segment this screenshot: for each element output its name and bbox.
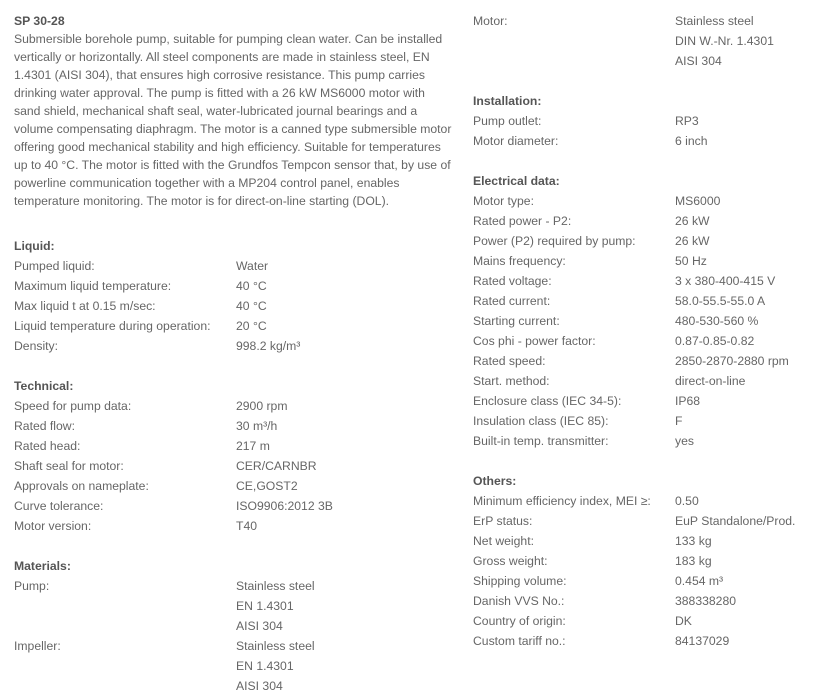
spec-label: Rated power - P2: [473, 214, 572, 228]
spec-label: Enclosure class (IEC 34-5): [473, 394, 622, 408]
spec-label: Shaft seal for motor: [14, 459, 124, 473]
section-heading-liquid: Liquid: [14, 239, 55, 253]
spec-label: Cos phi - power factor: [473, 334, 596, 348]
spec-value: DK [675, 614, 692, 628]
spec-label: Rated flow: [14, 419, 75, 433]
spec-label: Country of origin: [473, 614, 566, 628]
spec-label: Rated speed: [473, 354, 546, 368]
spec-value: DIN W.-Nr. 1.4301 [675, 34, 774, 48]
spec-value: EuP Standalone/Prod. [675, 514, 796, 528]
spec-value: 30 m³/h [236, 419, 278, 433]
spec-value: 50 Hz [675, 254, 707, 268]
spec-value: 0.87-0.85-0.82 [675, 334, 755, 348]
spec-value: 0.50 [675, 494, 699, 508]
spec-value: AISI 304 [236, 619, 283, 633]
spec-label: Starting current: [473, 314, 560, 328]
spec-value: 26 kW [675, 214, 710, 228]
spec-label: Rated current: [473, 294, 551, 308]
spec-label: Approvals on nameplate: [14, 479, 149, 493]
spec-label: Motor diameter: [473, 134, 559, 148]
spec-value: F [675, 414, 683, 428]
spec-value: Stainless steel [675, 14, 754, 28]
spec-value: 2850-2870-2880 rpm [675, 354, 789, 368]
spec-value: Stainless steel [236, 639, 315, 653]
spec-value: direct-on-line [675, 374, 746, 388]
spec-value: Water [236, 259, 269, 273]
spec-value: 998.2 kg/m³ [236, 339, 301, 353]
spec-label: Built-in temp. transmitter: [473, 434, 609, 448]
spec-value: 217 m [236, 439, 270, 453]
spec-value: 183 kg [675, 554, 712, 568]
spec-label: Minimum efficiency index, MEI ≥: [473, 494, 651, 508]
spec-label: Motor: [473, 14, 508, 28]
spec-label: Impeller: [14, 639, 61, 653]
spec-label: Speed for pump data: [14, 399, 132, 413]
spec-label: Danish VVS No.: [473, 594, 565, 608]
spec-label: Custom tariff no.: [473, 634, 566, 648]
spec-value: 2900 rpm [236, 399, 288, 413]
spec-value: 40 °C [236, 299, 267, 313]
product-description: Submersible borehole pump, suitable for pumping clean water. Can be installed vertically or horizontally. All steel components are made in stainless steel, EN 1.4301 (AISI 304), that ensures high corrosive resistance. This pump carries drinking water approval. The pump is fitted with a 26 kW MS6000 motor with sand shield, mechanical shaft seal, water-lubricated journal bearings and a volume compensating diaphragm. The motor is a canned type submersible motor offering good mechanical stability and high efficiency. Suitable for temperatures up to 40 °C. The motor is fitted with the Grundfos Tempcon sensor that, by use of powerline communication together with a MP204 control panel, enables temperature monitoring. The motor is for direct-on-line starting (DOL). [14, 32, 452, 208]
spec-value: 58.0-55.5-55.0 A [675, 294, 766, 308]
spec-value: yes [675, 434, 694, 448]
spec-label: Power (P2) required by pump: [473, 234, 636, 248]
spec-label: Shipping volume: [473, 574, 567, 588]
spec-value: RP3 [675, 114, 699, 128]
spec-label: Start. method: [473, 374, 550, 388]
spec-label: Gross weight: [473, 554, 548, 568]
spec-value: 26 kW [675, 234, 710, 248]
spec-label: Pumped liquid: [14, 259, 95, 273]
spec-label: Maximum liquid temperature: [14, 279, 172, 293]
spec-value: IP68 [675, 394, 701, 408]
spec-label: Liquid temperature during operation: [14, 319, 211, 333]
spec-value: Stainless steel [236, 579, 315, 593]
spec-value: CER/CARNBR [236, 459, 317, 473]
spec-label: Curve tolerance: [14, 499, 104, 513]
spec-label: Mains frequency: [473, 254, 566, 268]
spec-value: 3 x 380-400-415 V [675, 274, 776, 288]
spec-label: Pump: [14, 579, 50, 593]
spec-label: Density: [14, 339, 59, 353]
section-heading-electrical: Electrical data: [473, 174, 560, 188]
section-heading-others: Others: [473, 474, 517, 488]
spec-label: Motor version: [14, 519, 92, 533]
spec-value: 84137029 [675, 634, 730, 648]
spec-label: Insulation class (IEC 85): [473, 414, 609, 428]
spec-value: 480-530-560 % [675, 314, 759, 328]
spec-label: Rated voltage: [473, 274, 552, 288]
section-heading-technical: Technical: [14, 379, 74, 393]
spec-value: T40 [236, 519, 258, 533]
spec-value: 40 °C [236, 279, 267, 293]
spec-value: 388338280 [675, 594, 737, 608]
spec-value: CE,GOST2 [236, 479, 298, 493]
section-heading-installation: Installation: [473, 94, 542, 108]
spec-label: Pump outlet: [473, 114, 542, 128]
spec-value: 133 kg [675, 534, 712, 548]
spec-label: Max liquid t at 0.15 m/sec: [14, 299, 156, 313]
product-title: SP 30-28 [14, 14, 65, 28]
spec-value: 6 inch [675, 134, 708, 148]
spec-value: 20 °C [236, 319, 267, 333]
spec-value: MS6000 [675, 194, 721, 208]
spec-value: EN 1.4301 [236, 599, 294, 613]
section-heading-materials: Materials: [14, 559, 71, 573]
spec-value: AISI 304 [236, 679, 283, 693]
spec-value: AISI 304 [675, 54, 722, 68]
spec-label: Net weight: [473, 534, 534, 548]
spec-label: ErP status: [473, 514, 533, 528]
spec-value: EN 1.4301 [236, 659, 294, 673]
spec-value: ISO9906:2012 3B [236, 499, 333, 513]
spec-value: 0.454 m³ [675, 574, 724, 588]
spec-label: Rated head: [14, 439, 81, 453]
spec-label: Motor type: [473, 194, 534, 208]
